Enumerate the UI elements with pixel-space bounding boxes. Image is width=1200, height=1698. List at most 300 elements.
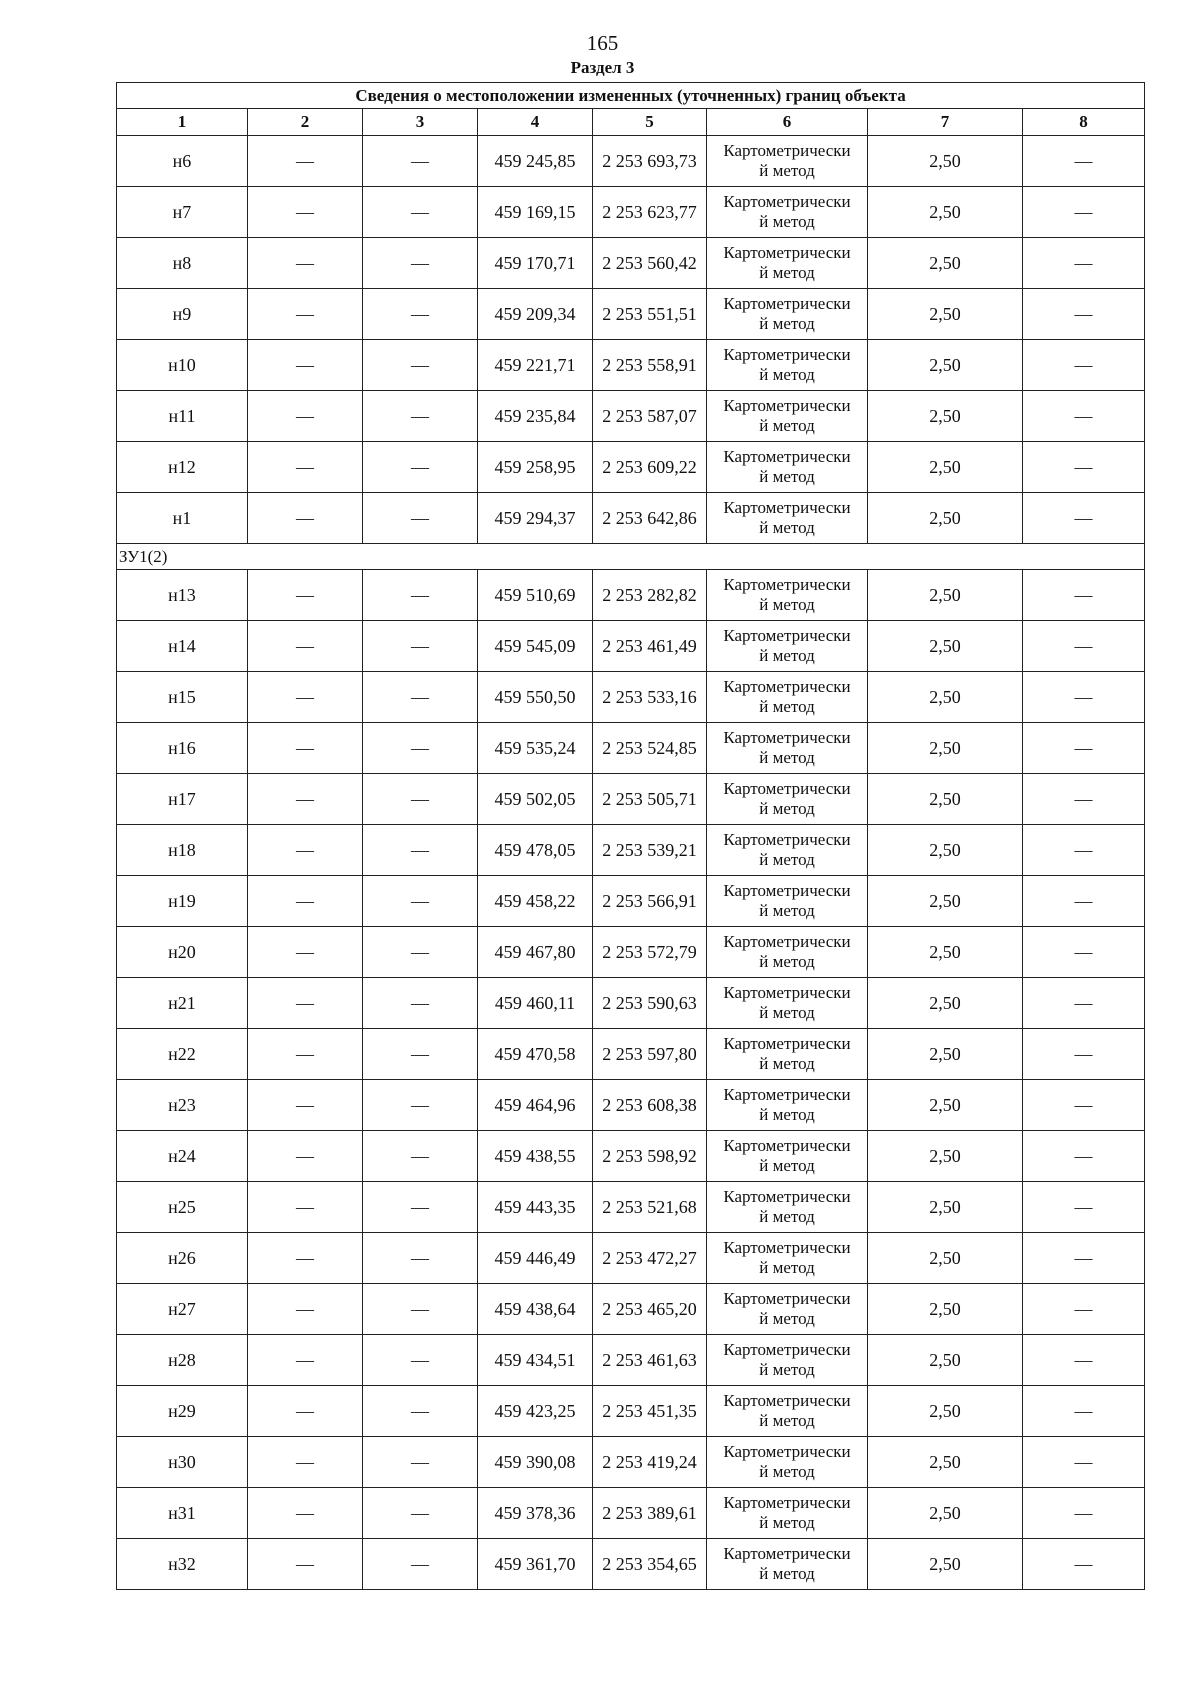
empty-dash-cell: — — [1023, 1131, 1145, 1182]
empty-dash-cell: — — [363, 927, 478, 978]
empty-dash-cell: — — [363, 1080, 478, 1131]
accuracy-cell: 2,50 — [868, 340, 1023, 391]
empty-dash-cell: — — [363, 1539, 478, 1590]
accuracy-cell: 2,50 — [868, 391, 1023, 442]
method-line-1: Картометрически — [723, 575, 851, 594]
method-line-1: Картометрически — [723, 1340, 851, 1359]
x-coordinate-cell: 459 378,36 — [478, 1488, 593, 1539]
table-row — [117, 621, 1145, 672]
method-line-2: й метод — [759, 1309, 815, 1328]
y-coordinate-cell: 2 253 354,65 — [593, 1539, 707, 1590]
empty-dash-cell: — — [248, 391, 363, 442]
method-line-1: Картометрически — [723, 830, 851, 849]
table-row — [117, 1131, 1145, 1182]
empty-dash-cell: — — [363, 1284, 478, 1335]
table-row — [117, 723, 1145, 774]
x-coordinate-cell: 459 169,15 — [478, 187, 593, 238]
table-row — [117, 391, 1145, 442]
y-coordinate-cell: 2 253 539,21 — [593, 825, 707, 876]
method-cell — [707, 187, 868, 238]
empty-dash-cell: — — [248, 1539, 363, 1590]
x-coordinate-cell: 459 460,11 — [478, 978, 593, 1029]
empty-dash-cell: — — [363, 340, 478, 391]
empty-dash-cell: — — [363, 774, 478, 825]
point-number-cell: н12 — [117, 442, 248, 493]
empty-dash-cell: — — [1023, 1029, 1145, 1080]
method-line-1: Картометрически — [723, 626, 851, 645]
table-row — [117, 136, 1145, 187]
empty-dash-cell: — — [248, 493, 363, 544]
empty-dash-cell: — — [248, 442, 363, 493]
point-number-cell: н10 — [117, 340, 248, 391]
x-coordinate-cell: 459 294,37 — [478, 493, 593, 544]
method-line-2: й метод — [759, 697, 815, 716]
y-coordinate-cell: 2 253 524,85 — [593, 723, 707, 774]
x-coordinate-cell: 459 235,84 — [478, 391, 593, 442]
empty-dash-cell: — — [1023, 876, 1145, 927]
empty-dash-cell: — — [1023, 1539, 1145, 1590]
method-line-2: й метод — [759, 314, 815, 333]
method-cell — [707, 340, 868, 391]
method-line-1: Картометрически — [723, 677, 851, 696]
method-line-2: й метод — [759, 1207, 815, 1226]
accuracy-cell: 2,50 — [868, 825, 1023, 876]
empty-dash-cell: — — [1023, 340, 1145, 391]
accuracy-cell: 2,50 — [868, 493, 1023, 544]
method-line-1: Картометрически — [723, 345, 851, 364]
column-header: 1 — [117, 109, 248, 136]
method-line-2: й метод — [759, 1054, 815, 1073]
column-header: 5 — [593, 109, 707, 136]
method-line-1: Картометрически — [723, 932, 851, 951]
empty-dash-cell: — — [363, 621, 478, 672]
method-line-1: Картометрически — [723, 1391, 851, 1410]
table-row — [117, 1182, 1145, 1233]
empty-dash-cell: — — [363, 1182, 478, 1233]
empty-dash-cell: — — [363, 187, 478, 238]
y-coordinate-cell: 2 253 608,38 — [593, 1080, 707, 1131]
table-row — [117, 1284, 1145, 1335]
x-coordinate-cell: 459 467,80 — [478, 927, 593, 978]
empty-dash-cell: — — [363, 238, 478, 289]
point-number-cell: н29 — [117, 1386, 248, 1437]
method-cell — [707, 723, 868, 774]
empty-dash-cell: — — [363, 1488, 478, 1539]
empty-dash-cell: — — [248, 1386, 363, 1437]
empty-dash-cell: — — [363, 876, 478, 927]
empty-dash-cell: — — [1023, 570, 1145, 621]
method-line-1: Картометрически — [723, 1187, 851, 1206]
empty-dash-cell: — — [248, 1029, 363, 1080]
point-number-cell: н14 — [117, 621, 248, 672]
accuracy-cell: 2,50 — [868, 238, 1023, 289]
accuracy-cell: 2,50 — [868, 1182, 1023, 1233]
point-number-cell: н27 — [117, 1284, 248, 1335]
x-coordinate-cell: 459 545,09 — [478, 621, 593, 672]
x-coordinate-cell: 459 478,05 — [478, 825, 593, 876]
method-line-2: й метод — [759, 952, 815, 971]
table-row — [117, 187, 1145, 238]
accuracy-cell: 2,50 — [868, 136, 1023, 187]
method-line-1: Картометрически — [723, 983, 851, 1002]
y-coordinate-cell: 2 253 505,71 — [593, 774, 707, 825]
table-row — [117, 238, 1145, 289]
empty-dash-cell: — — [1023, 1080, 1145, 1131]
table-row — [117, 1080, 1145, 1131]
empty-dash-cell: — — [248, 1284, 363, 1335]
x-coordinate-cell: 459 390,08 — [478, 1437, 593, 1488]
accuracy-cell: 2,50 — [868, 876, 1023, 927]
page-number: 165 — [586, 31, 619, 55]
method-cell — [707, 493, 868, 544]
table-row — [117, 1488, 1145, 1539]
point-number-cell: н28 — [117, 1335, 248, 1386]
y-coordinate-cell: 2 253 623,77 — [593, 187, 707, 238]
empty-dash-cell: — — [1023, 493, 1145, 544]
table-row — [117, 1386, 1145, 1437]
method-line-1: Картометрически — [723, 1493, 851, 1512]
empty-dash-cell: — — [1023, 774, 1145, 825]
method-cell — [707, 774, 868, 825]
method-line-2: й метод — [759, 646, 815, 665]
x-coordinate-cell: 459 209,34 — [478, 289, 593, 340]
table-row — [117, 289, 1145, 340]
method-cell — [707, 1437, 868, 1488]
empty-dash-cell: — — [1023, 1437, 1145, 1488]
empty-dash-cell: — — [248, 774, 363, 825]
point-number-cell: н26 — [117, 1233, 248, 1284]
y-coordinate-cell: 2 253 560,42 — [593, 238, 707, 289]
x-coordinate-cell: 459 470,58 — [478, 1029, 593, 1080]
method-line-2: й метод — [759, 161, 815, 180]
method-line-2: й метод — [759, 1105, 815, 1124]
point-number-cell: н21 — [117, 978, 248, 1029]
point-number-cell: н9 — [117, 289, 248, 340]
method-line-2: й метод — [759, 1156, 815, 1175]
empty-dash-cell: — — [248, 978, 363, 1029]
x-coordinate-cell: 459 221,71 — [478, 340, 593, 391]
x-coordinate-cell: 459 438,64 — [478, 1284, 593, 1335]
accuracy-cell: 2,50 — [868, 1488, 1023, 1539]
empty-dash-cell: — — [1023, 136, 1145, 187]
point-number-cell: н32 — [117, 1539, 248, 1590]
method-line-2: й метод — [759, 1411, 815, 1430]
group-row — [117, 544, 1145, 570]
coordinates-table — [116, 82, 1145, 1590]
method-cell — [707, 672, 868, 723]
method-line-2: й метод — [759, 850, 815, 869]
empty-dash-cell: — — [363, 978, 478, 1029]
method-line-1: Картометрически — [723, 1085, 851, 1104]
point-number-cell: н16 — [117, 723, 248, 774]
table-row — [117, 978, 1145, 1029]
method-line-2: й метод — [759, 1258, 815, 1277]
method-cell — [707, 442, 868, 493]
point-number-cell: н25 — [117, 1182, 248, 1233]
accuracy-cell: 2,50 — [868, 723, 1023, 774]
table-row — [117, 1029, 1145, 1080]
point-number-cell: н15 — [117, 672, 248, 723]
accuracy-cell: 2,50 — [868, 1437, 1023, 1488]
method-line-2: й метод — [759, 212, 815, 231]
y-coordinate-cell: 2 253 389,61 — [593, 1488, 707, 1539]
x-coordinate-cell: 459 510,69 — [478, 570, 593, 621]
empty-dash-cell: — — [248, 1437, 363, 1488]
empty-dash-cell: — — [1023, 187, 1145, 238]
method-line-2: й метод — [759, 799, 815, 818]
empty-dash-cell: — — [363, 442, 478, 493]
point-number-cell: н24 — [117, 1131, 248, 1182]
accuracy-cell: 2,50 — [868, 1539, 1023, 1590]
method-cell — [707, 1488, 868, 1539]
empty-dash-cell: — — [248, 1488, 363, 1539]
empty-dash-cell: — — [248, 876, 363, 927]
table-row — [117, 927, 1145, 978]
table-row — [117, 774, 1145, 825]
method-line-2: й метод — [759, 518, 815, 537]
empty-dash-cell: — — [248, 1335, 363, 1386]
y-coordinate-cell: 2 253 566,91 — [593, 876, 707, 927]
x-coordinate-cell: 459 502,05 — [478, 774, 593, 825]
empty-dash-cell: — — [248, 570, 363, 621]
empty-dash-cell: — — [363, 1437, 478, 1488]
y-coordinate-cell: 2 253 472,27 — [593, 1233, 707, 1284]
method-line-2: й метод — [759, 1462, 815, 1481]
empty-dash-cell: — — [1023, 289, 1145, 340]
empty-dash-cell: — — [363, 1131, 478, 1182]
method-line-2: й метод — [759, 748, 815, 767]
empty-dash-cell: — — [363, 1335, 478, 1386]
point-number-cell: н30 — [117, 1437, 248, 1488]
empty-dash-cell: — — [248, 672, 363, 723]
x-coordinate-cell: 459 361,70 — [478, 1539, 593, 1590]
method-line-1: Картометрически — [723, 294, 851, 313]
table-row — [117, 876, 1145, 927]
empty-dash-cell: — — [1023, 1488, 1145, 1539]
table-row — [117, 825, 1145, 876]
empty-dash-cell: — — [1023, 621, 1145, 672]
method-line-2: й метод — [759, 365, 815, 384]
accuracy-cell: 2,50 — [868, 187, 1023, 238]
empty-dash-cell: — — [363, 136, 478, 187]
y-coordinate-cell: 2 253 451,35 — [593, 1386, 707, 1437]
method-cell — [707, 1335, 868, 1386]
y-coordinate-cell: 2 253 461,49 — [593, 621, 707, 672]
empty-dash-cell: — — [363, 1386, 478, 1437]
empty-dash-cell: — — [248, 289, 363, 340]
empty-dash-cell: — — [363, 289, 478, 340]
point-number-cell: н18 — [117, 825, 248, 876]
empty-dash-cell: — — [363, 1029, 478, 1080]
method-cell — [707, 391, 868, 442]
method-cell — [707, 621, 868, 672]
table-row — [117, 1437, 1145, 1488]
point-number-cell: н19 — [117, 876, 248, 927]
method-cell — [707, 1284, 868, 1335]
method-line-2: й метод — [759, 263, 815, 282]
point-number-cell: н11 — [117, 391, 248, 442]
x-coordinate-cell: 459 443,35 — [478, 1182, 593, 1233]
accuracy-cell: 2,50 — [868, 1386, 1023, 1437]
method-cell — [707, 1233, 868, 1284]
method-cell — [707, 1029, 868, 1080]
empty-dash-cell: — — [1023, 391, 1145, 442]
method-line-1: Картометрически — [723, 1238, 851, 1257]
accuracy-cell: 2,50 — [868, 978, 1023, 1029]
empty-dash-cell: — — [248, 723, 363, 774]
empty-dash-cell: — — [248, 927, 363, 978]
method-line-1: Картометрически — [723, 396, 851, 415]
accuracy-cell: 2,50 — [868, 289, 1023, 340]
empty-dash-cell: — — [1023, 978, 1145, 1029]
empty-dash-cell: — — [1023, 723, 1145, 774]
empty-dash-cell: — — [1023, 238, 1145, 289]
accuracy-cell: 2,50 — [868, 570, 1023, 621]
column-header: 4 — [478, 109, 593, 136]
table-body — [117, 136, 1145, 1590]
x-coordinate-cell: 459 258,95 — [478, 442, 593, 493]
y-coordinate-cell: 2 253 551,51 — [593, 289, 707, 340]
point-number-cell: н8 — [117, 238, 248, 289]
method-line-1: Картометрически — [723, 1289, 851, 1308]
table-row — [117, 1539, 1145, 1590]
column-header: 6 — [707, 109, 868, 136]
x-coordinate-cell: 459 458,22 — [478, 876, 593, 927]
column-header: 8 — [1023, 109, 1145, 136]
empty-dash-cell: — — [248, 1080, 363, 1131]
accuracy-cell: 2,50 — [868, 1080, 1023, 1131]
y-coordinate-cell: 2 253 598,92 — [593, 1131, 707, 1182]
accuracy-cell: 2,50 — [868, 1233, 1023, 1284]
method-cell — [707, 1182, 868, 1233]
method-line-1: Картометрически — [723, 881, 851, 900]
y-coordinate-cell: 2 253 693,73 — [593, 136, 707, 187]
accuracy-cell: 2,50 — [868, 442, 1023, 493]
method-line-1: Картометрически — [723, 243, 851, 262]
empty-dash-cell: — — [1023, 1284, 1145, 1335]
table-row — [117, 1335, 1145, 1386]
empty-dash-cell: — — [1023, 1182, 1145, 1233]
empty-dash-cell: — — [248, 238, 363, 289]
empty-dash-cell: — — [363, 672, 478, 723]
empty-dash-cell: — — [1023, 442, 1145, 493]
point-number-cell: н1 — [117, 493, 248, 544]
method-line-1: Картометрически — [723, 728, 851, 747]
column-header: 2 — [248, 109, 363, 136]
table-row — [117, 493, 1145, 544]
x-coordinate-cell: 459 446,49 — [478, 1233, 593, 1284]
y-coordinate-cell: 2 253 461,63 — [593, 1335, 707, 1386]
method-line-1: Картометрически — [723, 141, 851, 160]
method-line-2: й метод — [759, 901, 815, 920]
column-header: 7 — [868, 109, 1023, 136]
y-coordinate-cell: 2 253 587,07 — [593, 391, 707, 442]
empty-dash-cell: — — [248, 1182, 363, 1233]
empty-dash-cell: — — [1023, 825, 1145, 876]
point-number-cell: н13 — [117, 570, 248, 621]
method-line-1: Картометрически — [723, 779, 851, 798]
method-cell — [707, 289, 868, 340]
column-header-row — [117, 109, 1145, 136]
method-line-2: й метод — [759, 595, 815, 614]
method-line-2: й метод — [759, 1513, 815, 1532]
empty-dash-cell: — — [363, 723, 478, 774]
accuracy-cell: 2,50 — [868, 927, 1023, 978]
x-coordinate-cell: 459 550,50 — [478, 672, 593, 723]
y-coordinate-cell: 2 253 609,22 — [593, 442, 707, 493]
empty-dash-cell: — — [248, 621, 363, 672]
empty-dash-cell: — — [1023, 1335, 1145, 1386]
y-coordinate-cell: 2 253 558,91 — [593, 340, 707, 391]
method-cell — [707, 978, 868, 1029]
method-line-1: Картометрически — [723, 1544, 851, 1563]
x-coordinate-cell: 459 170,71 — [478, 238, 593, 289]
table-row — [117, 442, 1145, 493]
y-coordinate-cell: 2 253 419,24 — [593, 1437, 707, 1488]
x-coordinate-cell: 459 438,55 — [478, 1131, 593, 1182]
method-line-1: Картометрически — [723, 192, 851, 211]
method-cell — [707, 1539, 868, 1590]
table-title: Сведения о местоположении измененных (уточненных) границ объекта — [117, 83, 1145, 109]
method-line-1: Картометрически — [723, 1034, 851, 1053]
point-number-cell: н23 — [117, 1080, 248, 1131]
method-cell — [707, 1131, 868, 1182]
method-line-2: й метод — [759, 1360, 815, 1379]
method-cell — [707, 570, 868, 621]
empty-dash-cell: — — [248, 340, 363, 391]
empty-dash-cell: — — [248, 187, 363, 238]
accuracy-cell: 2,50 — [868, 621, 1023, 672]
point-number-cell: н6 — [117, 136, 248, 187]
table-row — [117, 570, 1145, 621]
y-coordinate-cell: 2 253 533,16 — [593, 672, 707, 723]
table-row — [117, 340, 1145, 391]
point-number-cell: н7 — [117, 187, 248, 238]
method-cell — [707, 876, 868, 927]
table-row — [117, 672, 1145, 723]
empty-dash-cell: — — [1023, 927, 1145, 978]
method-line-2: й метод — [759, 416, 815, 435]
empty-dash-cell: — — [248, 136, 363, 187]
empty-dash-cell: — — [363, 493, 478, 544]
column-header: 3 — [363, 109, 478, 136]
method-line-1: Картометрически — [723, 1136, 851, 1155]
point-number-cell: н17 — [117, 774, 248, 825]
method-cell — [707, 1080, 868, 1131]
point-number-cell: н22 — [117, 1029, 248, 1080]
method-cell — [707, 1386, 868, 1437]
y-coordinate-cell: 2 253 590,63 — [593, 978, 707, 1029]
accuracy-cell: 2,50 — [868, 1029, 1023, 1080]
point-number-cell: н20 — [117, 927, 248, 978]
empty-dash-cell: — — [363, 570, 478, 621]
method-cell — [707, 927, 868, 978]
x-coordinate-cell: 459 535,24 — [478, 723, 593, 774]
table-row — [117, 1233, 1145, 1284]
accuracy-cell: 2,50 — [868, 774, 1023, 825]
empty-dash-cell: — — [1023, 1386, 1145, 1437]
accuracy-cell: 2,50 — [868, 1131, 1023, 1182]
section-title: Раздел 3 — [570, 58, 635, 77]
method-cell — [707, 136, 868, 187]
y-coordinate-cell: 2 253 597,80 — [593, 1029, 707, 1080]
empty-dash-cell: — — [363, 391, 478, 442]
empty-dash-cell: — — [363, 825, 478, 876]
y-coordinate-cell: 2 253 572,79 — [593, 927, 707, 978]
y-coordinate-cell: 2 253 642,86 — [593, 493, 707, 544]
x-coordinate-cell: 459 245,85 — [478, 136, 593, 187]
empty-dash-cell: — — [363, 1233, 478, 1284]
